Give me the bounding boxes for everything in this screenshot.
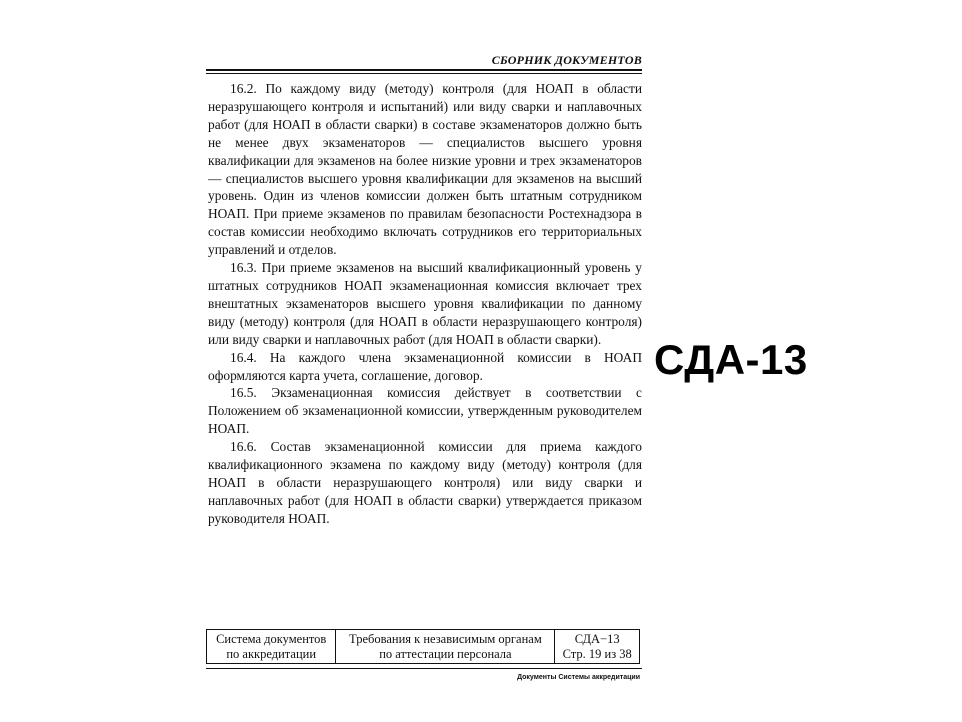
slide-label: СДА-13: [654, 336, 808, 383]
footer-cell-system-line1: Система документов: [216, 631, 327, 646]
footer-cell-system-line2: по аккредитации: [226, 646, 317, 661]
footer-cell-page-number: Стр. 19 из 38: [562, 646, 632, 661]
footer-cell-system: [207, 630, 336, 663]
paragraph-16-5: 16.5. Экзаменационная комиссия действует в соответствии с Положением об экзаменационной комиссии, утвержденным руководителем НОАП.: [208, 385, 642, 437]
footer-cell-docnum: [555, 630, 639, 663]
header-rule: [206, 69, 642, 71]
running-header-title: СБОРНИК ДОКУМЕНТОВ: [491, 53, 642, 67]
header-rule-thin: [206, 73, 642, 74]
paragraph-16-4: 16.4. На каждого члена экзаменационной комиссии в НОАП оформляются карта учета, соглашение, договор.: [208, 349, 642, 383]
footer-cell-docnum-code: СДА−13: [574, 631, 620, 646]
paragraph-16-3: 16.3. При приеме экзаменов на высший квалификационный уровень у штатных сотрудников НОАП экзаменационная комиссия включает трех внештатных экзаменаторов высшего уровня квалификации по данному виду (методу) контроля (для НОАП в области неразрушающего контроля) или виду сварки и наплавочных работ (для НОАП в области сварки).: [208, 260, 642, 347]
footer-cell-requirements: [336, 630, 555, 663]
document-body: [208, 80, 642, 528]
paragraph-16-6: 16.6. Состав экзаменационной комиссии для приема каждого квалификационного экзамена по каждому виду (методу) контроля (для НОАП в области неразрушающего контроля) или виду сварки и наплавочных работ (для НОАП в области сварки) утверждается приказом руководителя НОАП.: [208, 439, 642, 526]
paragraph-16-2: 16.2. По каждому виду (методу) контроля (для НОАП в области неразрушающего контроля и испытаний) или виду сварки и наплавочных работ (для НОАП в области сварки) в составе экзаменаторов должно быть не менее двух экзаменаторов — специалистов высшего уровня квалификации для экзаменов на более низкие уровни и трех экзаменаторов — специалистов высшего уровня квалификации для экзаменов на высший уровень. Один из членов комиссии должен быть штатным сотрудником НОАП. При приеме экзаменов по правилам безопасности Ростехнадзора в состав комиссии необходимо включать сотрудников его территориальных управлений и отделов.: [208, 81, 642, 258]
footer-table: [206, 629, 640, 664]
footer-note: Документы Системы аккредитации: [517, 674, 640, 681]
footer-cell-requirements-line2: по аттестации персонала: [379, 646, 512, 661]
running-header: [206, 53, 642, 75]
footer-cell-requirements-line1: Требования к независимым органам: [349, 631, 542, 646]
footer-rule: [206, 668, 642, 669]
